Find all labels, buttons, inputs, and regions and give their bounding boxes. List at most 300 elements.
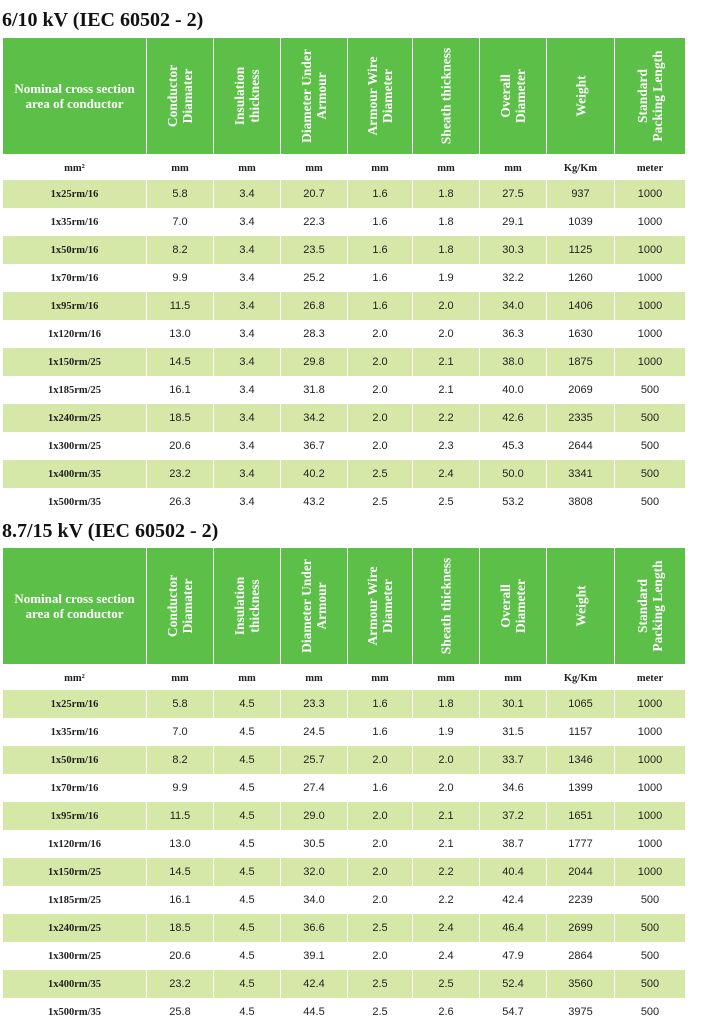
header-label: Standard Packing Length [635,50,665,142]
table-row [0,320,700,348]
value-cell: 1.8 [413,690,479,718]
value-cell: 4.5 [239,950,255,962]
table-title: 6/10 kV (IEC 60502 - 2) [2,9,204,31]
value-cell: 4.5 [239,894,255,906]
value-cell: 47.9 [502,950,524,962]
table-header-row [0,548,700,664]
unit-cell: mm [437,162,455,174]
table-header-row [0,38,700,154]
unit-cell: Kg/Km [563,672,598,684]
value-cell: 2.1 [413,348,479,376]
value-cell: 2.0 [438,782,454,794]
value-cell: 18.5 [147,404,213,432]
value-cell: 3.4 [214,180,280,208]
value-cell: 2069 [568,384,593,396]
value-cell: 2699 [547,914,614,942]
value-cell: 40.2 [281,460,347,488]
value-cell: 2044 [547,858,614,886]
cable-size-cell: 1x70rm/16 [50,782,99,794]
value-cell: 1157 [568,726,593,738]
value-cell: 3.4 [239,384,255,396]
value-cell: 2.0 [348,858,412,886]
value-cell: 5.8 [147,690,213,718]
value-cell: 2.4 [413,914,479,942]
value-cell: 1000 [615,746,685,774]
value-cell: 2.0 [372,838,388,850]
value-cell: 500 [615,404,685,432]
value-cell: 13.0 [169,328,191,340]
header-cell [615,548,685,664]
value-cell: 4.5 [239,1006,255,1018]
cable-size-cell: 1x95rm/16 [3,292,146,320]
value-cell: 1875 [547,348,614,376]
value-cell: 8.2 [147,236,213,264]
unit-cell: mm [171,162,189,174]
value-cell: 25.7 [281,746,347,774]
value-cell: 2.1 [438,838,454,850]
value-cell: 500 [640,496,660,508]
cable-size-cell: 1x120rm/16 [47,328,102,340]
value-cell: 1.6 [372,726,388,738]
value-cell: 2.3 [438,440,454,452]
value-cell: 2.5 [348,914,412,942]
header-cell [348,38,412,154]
value-cell: 4.5 [239,838,255,850]
value-cell: 2.0 [348,802,412,830]
table-row [0,180,700,208]
value-cell: 1406 [547,292,614,320]
value-cell: 11.5 [147,292,213,320]
cable-size-cell: 1x240rm/25 [3,914,146,942]
value-cell: 1346 [547,746,614,774]
header-cell [348,548,412,664]
value-cell: 1000 [615,802,685,830]
value-cell: 14.5 [147,858,213,886]
header-label: Conductor Diamater [165,574,195,638]
value-cell: 3.4 [214,404,280,432]
cable-size-cell: 1x400rm/35 [3,460,146,488]
value-cell: 46.4 [480,914,546,942]
header-cell [547,548,614,664]
value-cell: 32.2 [502,272,524,284]
value-cell: 3.4 [214,460,280,488]
value-cell: 40.4 [480,858,546,886]
value-cell: 500 [640,894,660,906]
value-cell: 53.2 [502,496,524,508]
cable-size-cell: 1x50rm/16 [3,746,146,774]
value-cell: 1125 [547,236,614,264]
table-row [0,488,700,516]
value-cell: 3341 [547,460,614,488]
value-cell: 13.0 [169,838,191,850]
table-row [0,914,700,942]
value-cell: 2.0 [413,746,479,774]
unit-cell: Kg/Km [563,162,598,174]
header-label: Nominal cross section area of conductor [14,81,135,111]
unit-cell: mm² [64,672,85,684]
table-row [0,802,700,830]
value-cell: 1000 [637,216,663,228]
value-cell: 8.2 [147,746,213,774]
value-cell: 26.8 [281,292,347,320]
value-cell: 4.5 [214,914,280,942]
table-row [0,774,700,802]
unit-cell: mm [305,162,323,174]
units-row [0,154,700,182]
value-cell: 30.1 [480,690,546,718]
cable-size-cell: 1x35rm/16 [50,726,99,738]
value-cell: 1000 [615,236,685,264]
value-cell: 2.0 [438,328,454,340]
unit-cell: mm [504,162,522,174]
value-cell: 25.2 [303,272,325,284]
header-cell [147,38,213,154]
value-cell: 2.0 [372,950,388,962]
value-cell: 1.8 [413,180,479,208]
value-cell: 1399 [568,782,593,794]
value-cell: 24.5 [303,726,325,738]
value-cell: 23.3 [281,690,347,718]
value-cell: 1260 [568,272,593,284]
value-cell: 500 [640,1006,660,1018]
value-cell: 3.4 [239,216,255,228]
unit-cell: mm [238,162,256,174]
value-cell: 2.1 [438,384,454,396]
value-cell: 7.0 [172,726,188,738]
header-cell [480,548,546,664]
unit-cell: mm [371,672,389,684]
value-cell: 1.8 [413,236,479,264]
value-cell: 2.5 [413,970,479,998]
value-cell: 2.0 [348,348,412,376]
header-label: Conductor Diamater [165,64,195,128]
value-cell: 500 [640,384,660,396]
value-cell: 1.6 [372,782,388,794]
value-cell: 54.7 [502,1006,524,1018]
value-cell: 2864 [568,950,593,962]
units-row [0,664,700,692]
table-row [0,718,700,746]
value-cell: 2.0 [372,384,388,396]
value-cell: 2.4 [413,460,479,488]
table-row [0,348,700,376]
value-cell: 1000 [615,292,685,320]
value-cell: 500 [615,970,685,998]
value-cell: 23.5 [281,236,347,264]
value-cell: 32.0 [281,858,347,886]
header-cell [3,548,146,664]
value-cell: 2.0 [348,404,412,432]
header-label: Armour Wire Diameter [365,56,395,136]
value-cell: 2.6 [438,1006,454,1018]
header-cell [147,548,213,664]
value-cell: 42.6 [480,404,546,432]
value-cell: 3.4 [239,328,255,340]
cable-size-cell: 1x185rm/25 [47,384,102,396]
header-label: Sheath thickness [438,47,454,145]
value-cell: 2335 [547,404,614,432]
value-cell: 2644 [568,440,593,452]
value-cell: 3808 [568,496,593,508]
value-cell: 4.5 [214,858,280,886]
value-cell: 4.5 [214,746,280,774]
value-cell: 27.5 [480,180,546,208]
value-cell: 9.9 [172,782,188,794]
value-cell: 36.6 [281,914,347,942]
header-label: Diameter Under Armour [299,559,329,653]
value-cell: 42.4 [281,970,347,998]
value-cell: 34.6 [502,782,524,794]
value-cell: 7.0 [172,216,188,228]
value-cell: 2.5 [438,496,454,508]
value-cell: 1000 [615,348,685,376]
unit-cell: meter [636,162,664,174]
value-cell: 2.5 [348,460,412,488]
value-cell: 31.5 [502,726,524,738]
table-row [0,460,700,488]
header-cell [480,38,546,154]
value-cell: 3.4 [214,236,280,264]
value-cell: 23.2 [147,970,213,998]
header-cell [214,548,280,664]
header-cell [3,38,146,154]
value-cell: 42.4 [502,894,524,906]
header-label: Insulation thickness [232,576,262,636]
cable-size-cell: 1x50rm/16 [3,236,146,264]
table-row [0,236,700,264]
value-cell: 2.0 [372,440,388,452]
header-label: Overall Diameter [498,579,528,633]
value-cell: 4.5 [239,782,255,794]
table-row [0,858,700,886]
value-cell: 1039 [568,216,593,228]
value-cell: 2.4 [438,950,454,962]
header-cell [214,38,280,154]
value-cell: 2.2 [413,404,479,432]
value-cell: 1000 [615,858,685,886]
value-cell: 44.5 [303,1006,325,1018]
value-cell: 3.4 [239,272,255,284]
value-cell: 3.4 [239,440,255,452]
header-label: Overall Diameter [498,69,528,123]
value-cell: 1.8 [438,216,454,228]
cable-size-cell: 1x95rm/16 [3,802,146,830]
value-cell: 30.5 [303,838,325,850]
value-cell: 3975 [568,1006,593,1018]
value-cell: 3.4 [214,348,280,376]
unit-cell: meter [636,672,664,684]
value-cell: 3.4 [239,496,255,508]
value-cell: 3560 [547,970,614,998]
value-cell: 38.0 [480,348,546,376]
value-cell: 2.0 [413,292,479,320]
value-cell: 1000 [637,782,663,794]
table-row [0,886,700,914]
value-cell: 1.6 [348,236,412,264]
value-cell: 1.6 [348,180,412,208]
table-row [0,264,700,292]
table-row [0,830,700,858]
value-cell: 4.5 [239,726,255,738]
header-label: Armour Wire Diameter [365,566,395,646]
header-cell [615,38,685,154]
cable-size-cell: 1x300rm/25 [47,440,102,452]
value-cell: 11.5 [147,802,213,830]
cable-size-cell: 1x70rm/16 [50,272,99,284]
table-row [0,292,700,320]
value-cell: 1.6 [372,216,388,228]
value-cell: 1000 [615,690,685,718]
value-cell: 1777 [568,838,593,850]
table-title: 8.7/15 kV (IEC 60502 - 2) [2,520,219,542]
value-cell: 1.6 [348,690,412,718]
value-cell: 39.1 [303,950,325,962]
value-cell: 500 [615,914,685,942]
value-cell: 34.0 [480,292,546,320]
cable-size-cell: 1x35rm/16 [50,216,99,228]
table-row [0,404,700,432]
value-cell: 1000 [637,328,663,340]
value-cell: 45.3 [502,440,524,452]
table-row [0,690,700,718]
value-cell: 1.6 [372,272,388,284]
cable-size-cell: 1x500rm/35 [47,1006,102,1018]
value-cell: 500 [615,460,685,488]
cable-size-cell: 1x240rm/25 [3,404,146,432]
cable-size-cell: 1x150rm/25 [3,348,146,376]
value-cell: 1000 [637,726,663,738]
unit-cell: mm² [64,162,85,174]
value-cell: 22.3 [303,216,325,228]
cable-size-cell: 1x300rm/25 [47,950,102,962]
value-cell: 37.2 [480,802,546,830]
value-cell: 2.2 [413,858,479,886]
value-cell: 16.1 [169,384,191,396]
value-cell: 20.7 [281,180,347,208]
table-row [0,432,700,460]
cable-size-cell: 1x400rm/35 [3,970,146,998]
header-cell [413,548,479,664]
value-cell: 2.5 [372,1006,388,1018]
value-cell: 1.6 [348,292,412,320]
value-cell: 1651 [547,802,614,830]
header-label: Nominal cross section area of conductor [14,591,135,621]
value-cell: 29.1 [502,216,524,228]
value-cell: 50.0 [480,460,546,488]
value-cell: 36.7 [303,440,325,452]
value-cell: 1000 [637,838,663,850]
value-cell: 40.0 [502,384,524,396]
value-cell: 36.3 [502,328,524,340]
value-cell: 29.8 [281,348,347,376]
value-cell: 5.8 [147,180,213,208]
table-row [0,998,700,1026]
header-label: Insulation thickness [232,66,262,126]
header-cell [281,548,347,664]
value-cell: 2.5 [348,970,412,998]
value-cell: 2239 [568,894,593,906]
header-label: Weight [573,75,588,117]
value-cell: 34.2 [281,404,347,432]
unit-cell: mm [238,672,256,684]
value-cell: 31.8 [303,384,325,396]
cable-size-cell: 1x25rm/16 [3,180,146,208]
header-cell [547,38,614,154]
value-cell: 26.3 [169,496,191,508]
value-cell: 20.6 [169,440,191,452]
value-cell: 4.5 [214,690,280,718]
cable-size-cell: 1x150rm/25 [3,858,146,886]
header-cell [281,38,347,154]
cable-size-cell: 1x500rm/35 [47,496,102,508]
table-row [0,746,700,774]
value-cell: 2.0 [372,328,388,340]
value-cell: 25.8 [169,1006,191,1018]
table-row [0,376,700,404]
cable-size-cell: 1x120rm/16 [47,838,102,850]
value-cell: 1000 [637,272,663,284]
value-cell: 4.5 [214,802,280,830]
value-cell: 27.4 [303,782,325,794]
table-row [0,970,700,998]
table-row [0,208,700,236]
value-cell: 9.9 [172,272,188,284]
value-cell: 1630 [568,328,593,340]
header-label: Diameter Under Armour [299,49,329,143]
value-cell: 1000 [615,180,685,208]
value-cell: 28.3 [303,328,325,340]
value-cell: 43.2 [303,496,325,508]
value-cell: 3.4 [214,292,280,320]
value-cell: 29.0 [281,802,347,830]
table-row [0,942,700,970]
value-cell: 33.7 [480,746,546,774]
value-cell: 34.0 [303,894,325,906]
value-cell: 38.7 [502,838,524,850]
unit-cell: mm [437,672,455,684]
value-cell: 1.9 [438,272,454,284]
cable-size-cell: 1x25rm/16 [3,690,146,718]
value-cell: 18.5 [147,914,213,942]
unit-cell: mm [171,672,189,684]
value-cell: 2.2 [438,894,454,906]
unit-cell: mm [371,162,389,174]
value-cell: 1.9 [438,726,454,738]
header-cell [413,38,479,154]
value-cell: 2.5 [372,496,388,508]
unit-cell: mm [504,672,522,684]
value-cell: 20.6 [169,950,191,962]
value-cell: 500 [640,950,660,962]
unit-cell: mm [305,672,323,684]
value-cell: 1065 [547,690,614,718]
value-cell: 2.0 [372,894,388,906]
value-cell: 16.1 [169,894,191,906]
cable-size-cell: 1x185rm/25 [47,894,102,906]
value-cell: 937 [547,180,614,208]
value-cell: 2.1 [413,802,479,830]
value-cell: 52.4 [480,970,546,998]
value-cell: 30.3 [480,236,546,264]
header-label: Sheath thickness [438,557,454,655]
header-label: Weight [573,585,588,627]
value-cell: 14.5 [147,348,213,376]
value-cell: 2.0 [348,746,412,774]
value-cell: 500 [640,440,660,452]
value-cell: 23.2 [147,460,213,488]
header-label: Standard Packing Length [635,560,665,652]
value-cell: 4.5 [214,970,280,998]
